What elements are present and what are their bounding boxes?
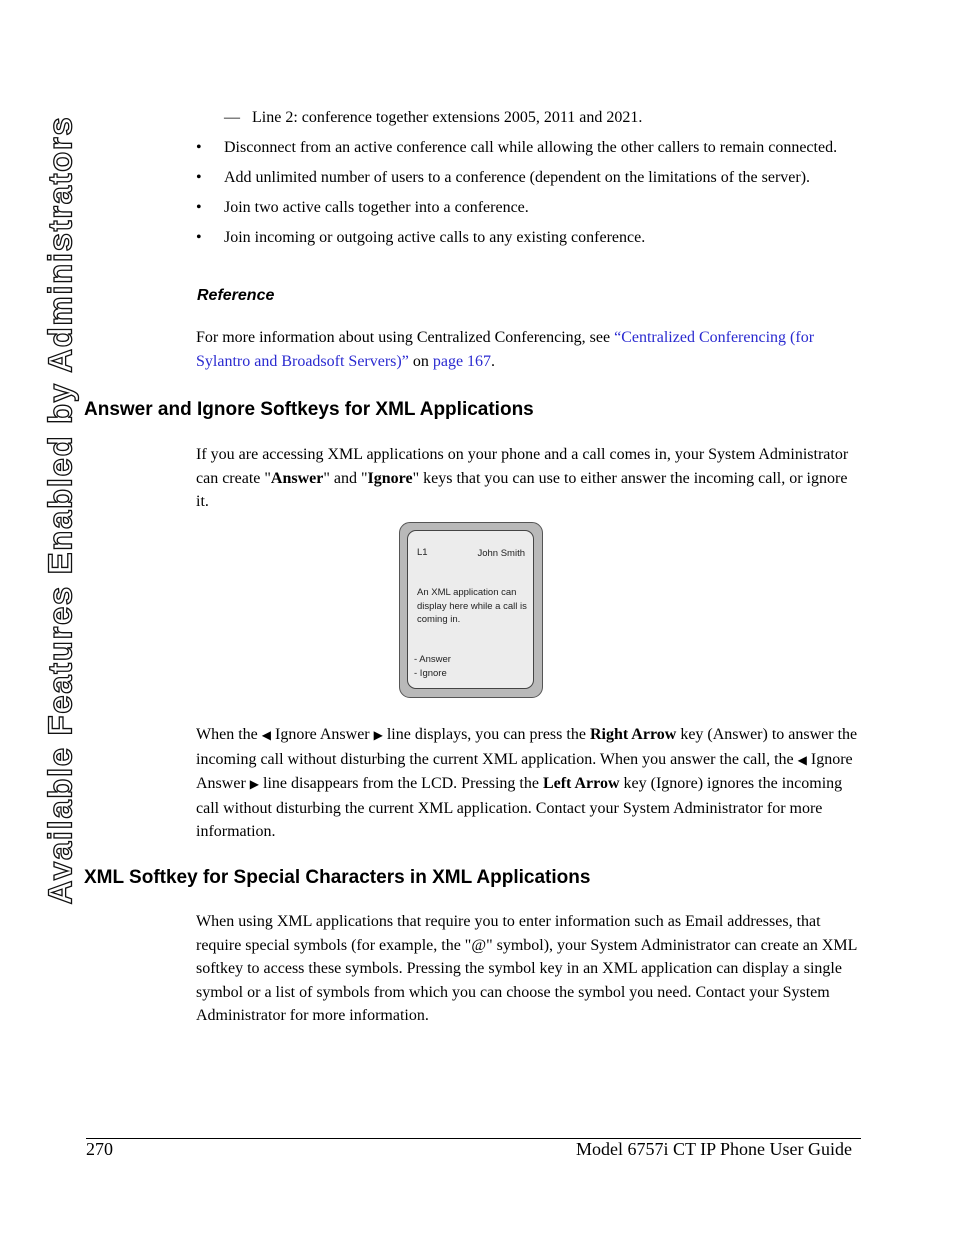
centralized-conferencing-link[interactable]: “Centralized Conferencing (for Sylantro and Broadsoft Servers)” bbox=[196, 329, 815, 370]
xml-message: An XML application can display here while a call is coming in. bbox=[417, 587, 527, 625]
reference-paragraph bbox=[196, 326, 858, 373]
softkey-list bbox=[414, 653, 451, 680]
dash-item-text: Line 2: conference together extensions 2005, 2011 and 2021. bbox=[252, 109, 643, 126]
left-arrow-icon: ◀ bbox=[261, 728, 271, 742]
left-arrow-keyword: Left Arrow bbox=[542, 775, 620, 792]
caller-name: John Smith bbox=[477, 548, 525, 559]
right-arrow-icon: ▶ bbox=[249, 777, 259, 791]
answer-ignore-intro bbox=[196, 443, 858, 514]
reference-text-on: on bbox=[408, 352, 433, 370]
section-heading-answer-ignore: Answer and Ignore Softkeys for XML Applications bbox=[84, 399, 534, 420]
p2-text-5: key (Ignore) ignores the incoming call without disturbing the current XML application. Contact your System Administrator for more information. bbox=[196, 775, 843, 840]
bullet-item: • Join two active calls together into a conference. bbox=[196, 196, 856, 220]
bullet-item: • Join incoming or outgoing active calls to any existing conference. bbox=[196, 226, 856, 250]
intro-text: If you are accessing XML applications on your phone and a call comes in, your System Administrator can create " bbox=[196, 446, 849, 487]
line-indicator: L1 bbox=[417, 547, 428, 558]
ignore-answer-label: Ignore Answer bbox=[196, 750, 853, 792]
intro-text-2: " and " bbox=[323, 469, 368, 487]
phone-display-illustration bbox=[399, 522, 543, 698]
reference-heading: Reference bbox=[197, 287, 275, 304]
reference-text-end: . bbox=[491, 352, 496, 370]
xml-softkey-paragraph: When using XML applications that require you to enter information such as Email addresses, that require special symbols (for example, the "@" symbol), your System Administrator can create an XML softkey to access these symbols. Pressing the symbol key in an XML application can display a single symbol or a list of symbols from which you can choose the symbol you need. Contact your System Administrator for more information. bbox=[196, 913, 857, 1024]
guide-title: Model 6757i CT IP Phone User Guide bbox=[576, 1139, 852, 1159]
side-title bbox=[41, 110, 79, 910]
p2-text-4: line disappears from the LCD. Pressing the bbox=[259, 775, 543, 792]
reference-text: For more information about using Centralized Conferencing, see bbox=[196, 329, 615, 346]
feature-bullet-list bbox=[196, 136, 856, 256]
right-arrow-keyword: Right Arrow bbox=[589, 726, 677, 743]
ignore-answer-label: Ignore Answer bbox=[270, 726, 374, 743]
ignore-keyword: Ignore bbox=[367, 469, 413, 487]
left-arrow-icon: ◀ bbox=[797, 752, 807, 767]
answer-softkey-label: - Answer bbox=[414, 654, 451, 665]
intro-text-3: " keys that you can use to either answer the incoming call, or ignore it. bbox=[196, 469, 848, 510]
bullet-item: • Disconnect from an active conference call while allowing the other callers to remain connected. bbox=[196, 136, 856, 160]
p2-text-3: key (Answer) to answer the incoming call without disturbing the current XML application. When you answer the call, the bbox=[196, 726, 858, 768]
section-heading-xml-softkey: XML Softkey for Special Characters in XML Applications bbox=[84, 867, 591, 888]
lcd-screen bbox=[407, 530, 534, 689]
dash-list-item bbox=[224, 106, 642, 130]
right-arrow-icon: ▶ bbox=[373, 728, 383, 742]
answer-keyword: Answer bbox=[270, 469, 324, 487]
p2-text: When the bbox=[196, 726, 262, 743]
page-number: 270 bbox=[86, 1139, 113, 1159]
p2-text-2: line displays, you can press the bbox=[382, 726, 590, 743]
side-title-text: Available Features Enabled by Administrators bbox=[41, 115, 79, 905]
ignore-softkey-label: - Ignore bbox=[414, 667, 447, 679]
dash-marker: — bbox=[224, 109, 240, 126]
page-167-link[interactable]: page 167 bbox=[432, 352, 492, 370]
answer-ignore-paragraph bbox=[196, 723, 858, 844]
bullet-item: • Add unlimited number of users to a conference (dependent on the limitations of the server). bbox=[196, 166, 856, 190]
